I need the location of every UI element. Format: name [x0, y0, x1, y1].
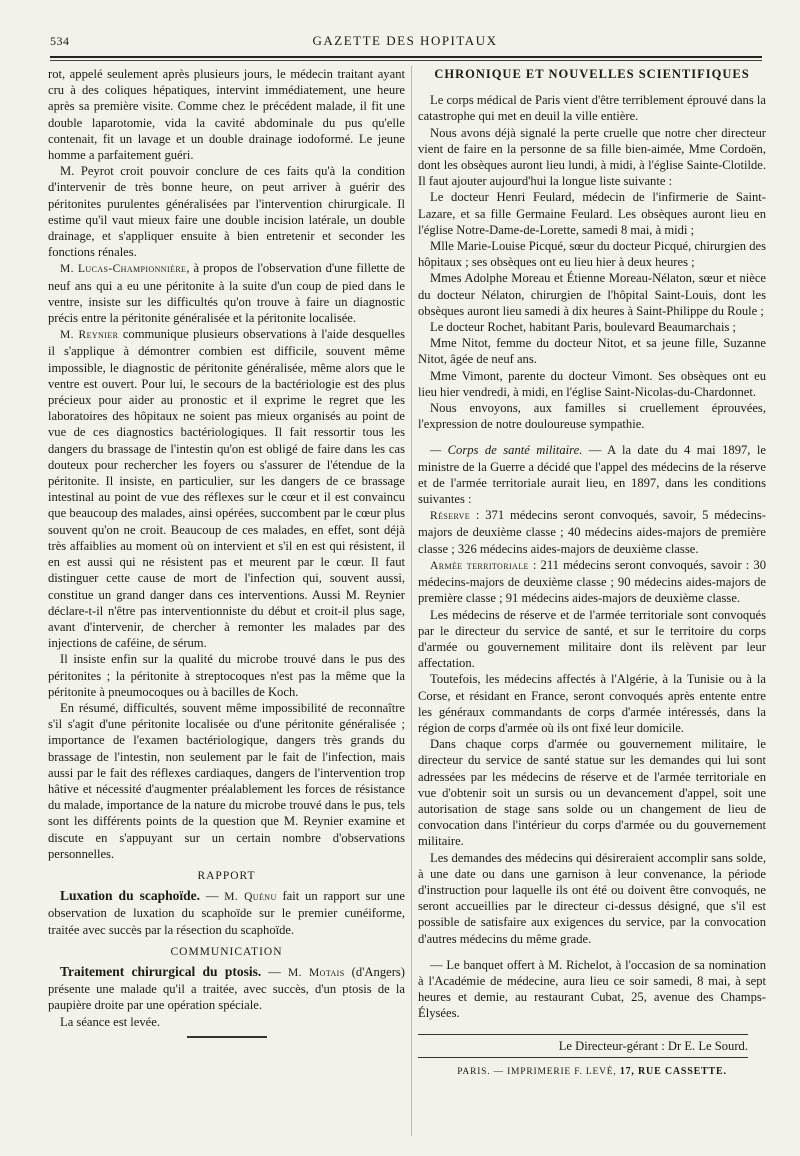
printer-city: PARIS. — IMPRIMERIE F. LEVÉ, — [457, 1066, 617, 1077]
speaker-name: M. Lucas-Championnière — [60, 263, 187, 276]
paragraph-text: fait un rapport sur une observation de luxation du scaphoïde sur le premier cunéiforme, traitée avec succès par la résection du scaphoïde. — [48, 889, 406, 937]
right-paragraph-17: — Le banquet offert à M. Richelot, à l'occasion de sa nomination à l'Académie de médecine, aura lieu ce soir samedi, 8 mai, à sept heures et demie, au restaurant Cubat, 25, avenue des Champs-Élysées. — [418, 957, 766, 1021]
rapport-heading: RAPPORT — [197, 869, 256, 882]
left-column — [48, 66, 405, 1038]
header-rule-thin — [50, 60, 762, 61]
right-paragraph-14: Toutefois, les médecins affectés à l'Algérie, à la Tunisie ou à la Corse, et résidant en France, seront convoqués après entente entre les généraux commandants de corps d'armée intéressés, dans la région de corps d'armée où ils ont fixé leur domicile. — [418, 672, 766, 735]
signature-block — [418, 1034, 766, 1058]
left-paragraph-6: En résumé, difficultés, souvent même impossibilité de reconnaître s'il s'agit d'une péritonite localisée ou d'une péritonite généralisée ; importance de l'examen bactériologique, dangers très grands du brassage de l'intestin, non seulement par le fait de l'infection, mais aussi par le fait des réflexes cardiaques, dangers de l'intervention trop hâtive et nécessité d'augmenter préalablement les forces de résistance du malade, importance de la nature du microbe trouvé dans le pus, tels sont les différents points de la question que M. Reynier examine et discute en s'appuyant sur un certain nombre d'observations personnelles. — [48, 700, 405, 861]
right-paragraph-13: Les médecins de réserve et de l'armée territoriale sont convoqués par le directeur du service de santé, et sur le territoire du corps d'armée ou gouvernement militaire dont ils relèvent par leur affectation. — [418, 607, 766, 671]
right-paragraph-7: Mme Nitot, femme du docteur Nitot, et sa jeune fille, Suzanne Nitot, âgée de neuf ans. — [418, 336, 766, 367]
speaker-name: M. Reynier — [60, 329, 119, 342]
communication-heading: COMMUNICATION — [170, 945, 283, 958]
signature: Le Directeur-gérant : Dr E. Le Sourd. — [558, 1038, 748, 1053]
left-paragraph-1: rot, appelé seulement après plusieurs jours, le médecin traitant ayant cru à des coliques hépatiques, intervint immédiatement, une heure après sa première visite. Comme chez le précédent malade, il fit une double laparotomie, vida la cavité abdominale du pus qu'elle contenait, fit un lavage et un double drainage iodoformé. Le jeune homme a parfaitement guéri. — [48, 67, 405, 163]
right-paragraph-15: Dans chaque corps d'armée ou gouvernement militaire, le directeur du service de santé statue sur les demandes qui lui sont adressées par les médecins de réserve et de l'armée territoriale en vue d'obtenir soit un sursis ou un devancement d'appel, soit une autorisation de stage sans solde ou un changement de lieu de convocation dans l'intérieur du corps d'armée ou du gouvernement militaire. — [418, 737, 766, 849]
speaker-name: M. Quénu — [224, 891, 277, 904]
page-header — [50, 30, 760, 52]
right-paragraph-4: Mlle Marie-Louise Picqué, sœur du docteur Picqué, chirurgien des hôpitaux ; ses obsèques ont eu lieu hier à deux heures ; — [418, 239, 766, 270]
printer-imprint — [418, 1064, 766, 1080]
right-column — [418, 66, 766, 1080]
right-paragraph-1: Le corps médical de Paris vient d'être terriblement éprouvé dans la catastrophe qui met en deuil la ville entière. — [418, 93, 766, 124]
paragraph-text: (d'Angers) présente une malade qu'il a traitée, avec succès, d'un ptosis de la paupière droite par une opération spéciale. — [48, 964, 405, 1013]
right-paragraph-12 — [418, 557, 766, 607]
paragraph-text: communique plusieurs observations à l'aide desquelles il s'applique à démontrer combien est difficile, souvent même impossible, le diagnostic de péritonite généralisée, même alors que le ventre est ouvert. Pour lui, le secours de la bactériologie est des plus précieux pour aider au pronostic et il exprime le regret que les laboratoires des hôpitaux ne soient pas mieux organisés au point de vue de ces diagnostics bactériologiques. Il fait ressortir tous les dangers du brassage de l'intestin qu'on est obligé de faire dans les cas douteux pour rechercher les foyers ou s'assurer de l'étendue de la péritonite. Il insiste, en particulier, sur les dangers de ce brassage intestinal au point de vue des réflexes sur le cœur et il est convaincu que beaucoup des malades, ainsi opérées, succombent par le cœur plus souvent qu'on ne croit. Beaucoup de ces malades, en effet, sont déjà très affaiblies au moment où on intervient et s'il en est qui résistent, il en est aussi qui ne résistent pas et meurent par le cœur. Il faut distinguer cette cause de mort de l'infection qui, souvent aussi, constitue un grand danger dans ces interventions. Aussi M. Reynier déclare-t-il n'être pas interventionniste du début et croit-il plus sage, avant d'intervenir, de chercher à remonter les malades par des injections de caféine, de sérum. — [48, 327, 405, 651]
running-title: GAZETTE DES HOPITAUX — [312, 33, 498, 48]
left-paragraph-2: M. Peyrot croit pouvoir conclure de ces faits qu'à la condition d'intervenir de très bonne heure, on peut arriver à guérir des péritonites purulentes généralisées par l'intervention chirurgicale. Il estime qu'il vaut mieux faire une double incision latérale, un double drainage, et s'appliquer ensuite à bien entretenir et seconder les fonctions rénales. — [48, 164, 405, 260]
right-paragraph-3: Le docteur Henri Feulard, médecin de l'infirmerie de Saint-Lazare, et sa fille Germaine Feulard. Les obsèques auront lieu en l'église Notre-Dame-de-Lorette, samedi 8 mai, à midi ; — [418, 190, 766, 237]
communication-title: Traitement chirurgical du ptosis. — [60, 963, 262, 979]
left-paragraph-3 — [48, 260, 405, 326]
speaker-name: M. Motais — [287, 966, 345, 979]
paragraph-text: , à propos de l'observation d'une fillette de neuf ans qui a eu une péritonite à la suite d'un coup de pied dans le ventre, insiste sur les difficultés qu'on trouve à faire un diagnostic précis entre la péritonite généralisée et la péritonite localisée. — [48, 261, 405, 326]
closing-line: La séance est levée. — [60, 1014, 160, 1029]
right-paragraph-10 — [418, 442, 766, 507]
rapport-paragraph: Luxation du scaphoïde. — M. Quénu fait un rapport sur une observation de luxation du scaphoïde sur le premier cunéiforme, traitée avec succès par la résection du scaphoïde. — [48, 888, 406, 937]
page-number: 534 — [50, 34, 70, 48]
right-paragraph-6: Le docteur Rochet, habitant Paris, boulevard Beaumarchais ; — [430, 320, 736, 335]
left-paragraph-5: Il insiste enfin sur la qualité du microbe trouvé dans le pus des péritonites ; la péritonite à streptocoques n'est pas la même que la péritonite à pneumocoques ou à bacilles de Koch. — [48, 652, 405, 699]
chronique-title: CHRONIQUE ET NOUVELLES SCIENTIFIQUES — [434, 67, 750, 81]
right-paragraph-11 — [418, 507, 766, 557]
news-title: — Corps de santé militaire. — [430, 443, 583, 458]
column-divider — [411, 66, 412, 1136]
right-paragraph-9: Nous envoyons, aux familles si cruellement éprouvées, l'expression de notre douloureuse sympathie. — [418, 401, 766, 432]
printer-address: 17, RUE CASSETTE. — [616, 1065, 727, 1077]
right-paragraph-5: Mmes Adolphe Moreau et Étienne Moreau-Nélaton, sœur et nièce du docteur Nélaton, chirurgien de l'hôpital Saint-Louis, dont les obsèques auront lieu samedi à dix heures à Saint-Philippe du Roule ; — [418, 271, 766, 318]
category-label: Armée territoriale — [430, 559, 529, 572]
paragraph-text: : 371 médecins seront convoqués, savoir, 5 médecins-majors de deuxième classe ; 40 médecins aides-majors de première classe ; 326 médecins aides-majors de deuxième classe. — [418, 508, 766, 556]
paragraph-text: — A la date du 4 mai 1897, le ministre de la Guerre a décidé que l'appel des médecins de la réserve et de l'armée territoriale aurait lieu, en 1897, dans les conditions suivantes : — [418, 443, 766, 507]
rapport-title: Luxation du scaphoïde. — [60, 888, 201, 904]
right-paragraph-2: Nous avons déjà signalé la perte cruelle que notre cher directeur vient de faire en la personne de sa fille bien-aimée, Mme Cordoën, dont les obsèques auront lieu lundi, à midi, à l'église Sainte-Clotilde. Il faut ajouter aujourd'hui la longue liste suivante : — [418, 125, 766, 189]
signature-rule-bottom — [418, 1057, 748, 1058]
header-rule-thick — [50, 56, 762, 58]
category-label: Réserve — [430, 510, 471, 523]
communication-paragraph: Traitement chirurgical du ptosis. — M. Motais (d'Angers) présente une malade qu'il a traitée, avec succès, d'un ptosis de la paupière droite par une opération spéciale. — [48, 963, 405, 1013]
right-paragraph-16: Les demandes des médecins qui désireraient accomplir sans solde, à une date ou dans une garnison à leur convenance, la période d'instruction pour laquelle ils ont été ou doivent être convoqués, ne seront accueillies par le directeur ci-dessus désigné, que s'il est possible de satisfaire aux exigences du service, par la convocation d'autres médecins du même grade. — [418, 850, 766, 946]
end-rule — [187, 1036, 267, 1038]
paragraph-text: : 211 médecins seront convoqués, savoir : 30 médecins-majors de deuxième classe ; 90 médecins aides-majors de première classe ; 91 médecins aides-majors de deuxième classe. — [418, 557, 766, 606]
right-paragraph-8: Mme Vimont, parente du docteur Vimont. Ses obsèques ont eu lieu hier vendredi, à midi, en l'église Saint-Nicolas-du-Chardonnet. — [418, 368, 766, 399]
left-paragraph-4 — [48, 326, 405, 651]
